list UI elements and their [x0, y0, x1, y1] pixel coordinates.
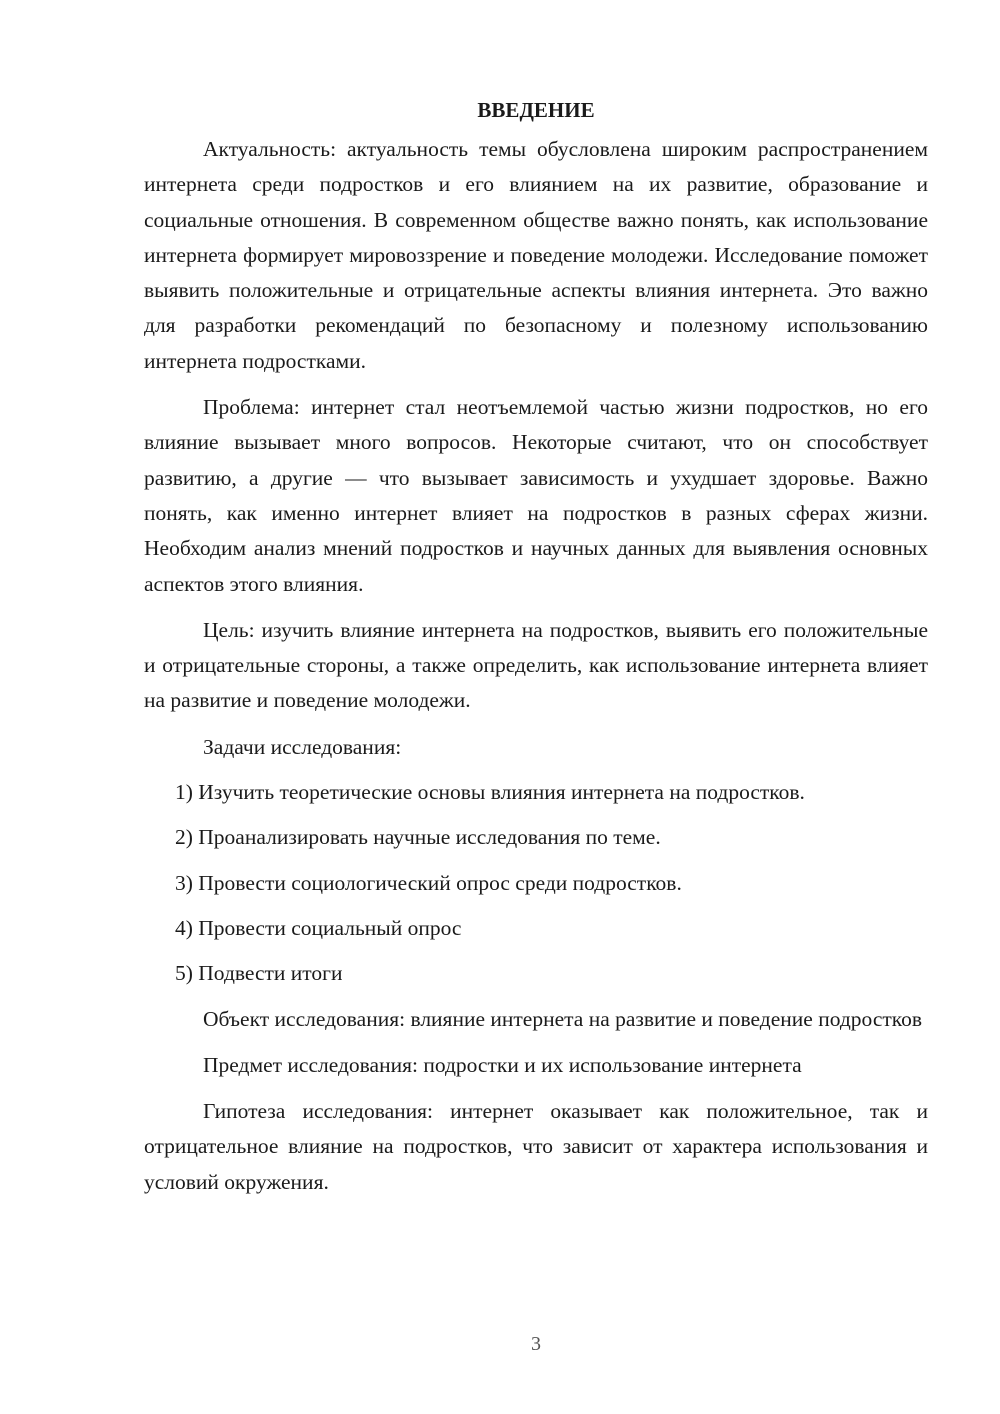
section-title: ВВЕДЕНИЕ — [477, 98, 595, 122]
tasks-heading: Задачи исследования: — [203, 734, 402, 759]
goal-paragraph: Цель: изучить влияние интернета на подростков, выявить его положительные и отрицательные стороны, а также определить, как использование интернета влияет на развитие и поведение молодежи. — [144, 617, 928, 713]
task-item: 1) Изучить теоретические основы влияния интернета на подростков. — [175, 780, 805, 805]
task-item: 5) Подвести итоги — [175, 961, 343, 986]
subject-paragraph: Предмет исследования: подростки и их использование интернета — [203, 1052, 802, 1077]
relevance-paragraph: Актуальность: актуальность темы обусловлена широким распространением интернета среди подростков и его влиянием на их развитие, образование и социальные отношения. В современном обществе важно понять, как использование интернета формирует мировоззрение и поведение молодежи. Исследование поможет выявить положительные и отрицательные аспекты влияния интернета. Это важно для разработки рекомендаций по безопасному и полезному использованию интернета подростками. — [144, 137, 928, 373]
page-content — [144, 96, 928, 1211]
task-item: 4) Провести социальный опрос — [175, 915, 462, 940]
tasks-list — [144, 775, 928, 991]
object-paragraph: Объект исследования: влияние интернета на развитие и поведение подростков — [203, 1006, 923, 1031]
page-number: 3 — [531, 1333, 541, 1355]
problem-paragraph: Проблема: интернет стал неотъемлемой частью жизни подростков, но его влияние вызывает много вопросов. Некоторые считают, что он способствует развитию, а другие — что вызывает зависимость и ухудшает здоровье. Важно понять, как именно интернет влияет на подростков в разных сферах жизни. Необходим анализ мнений подростков и научных данных для выявления основных аспектов этого влияния. — [144, 395, 928, 596]
task-item: 2) Проанализировать научные исследования по теме. — [175, 825, 661, 850]
hypothesis-paragraph: Гипотеза исследования: интернет оказывает как положительное, так и отрицательное влияние на подростков, что зависит от характера использования и условий окружения. — [144, 1099, 928, 1194]
task-item: 3) Провести социологический опрос среди подростков. — [175, 870, 682, 895]
